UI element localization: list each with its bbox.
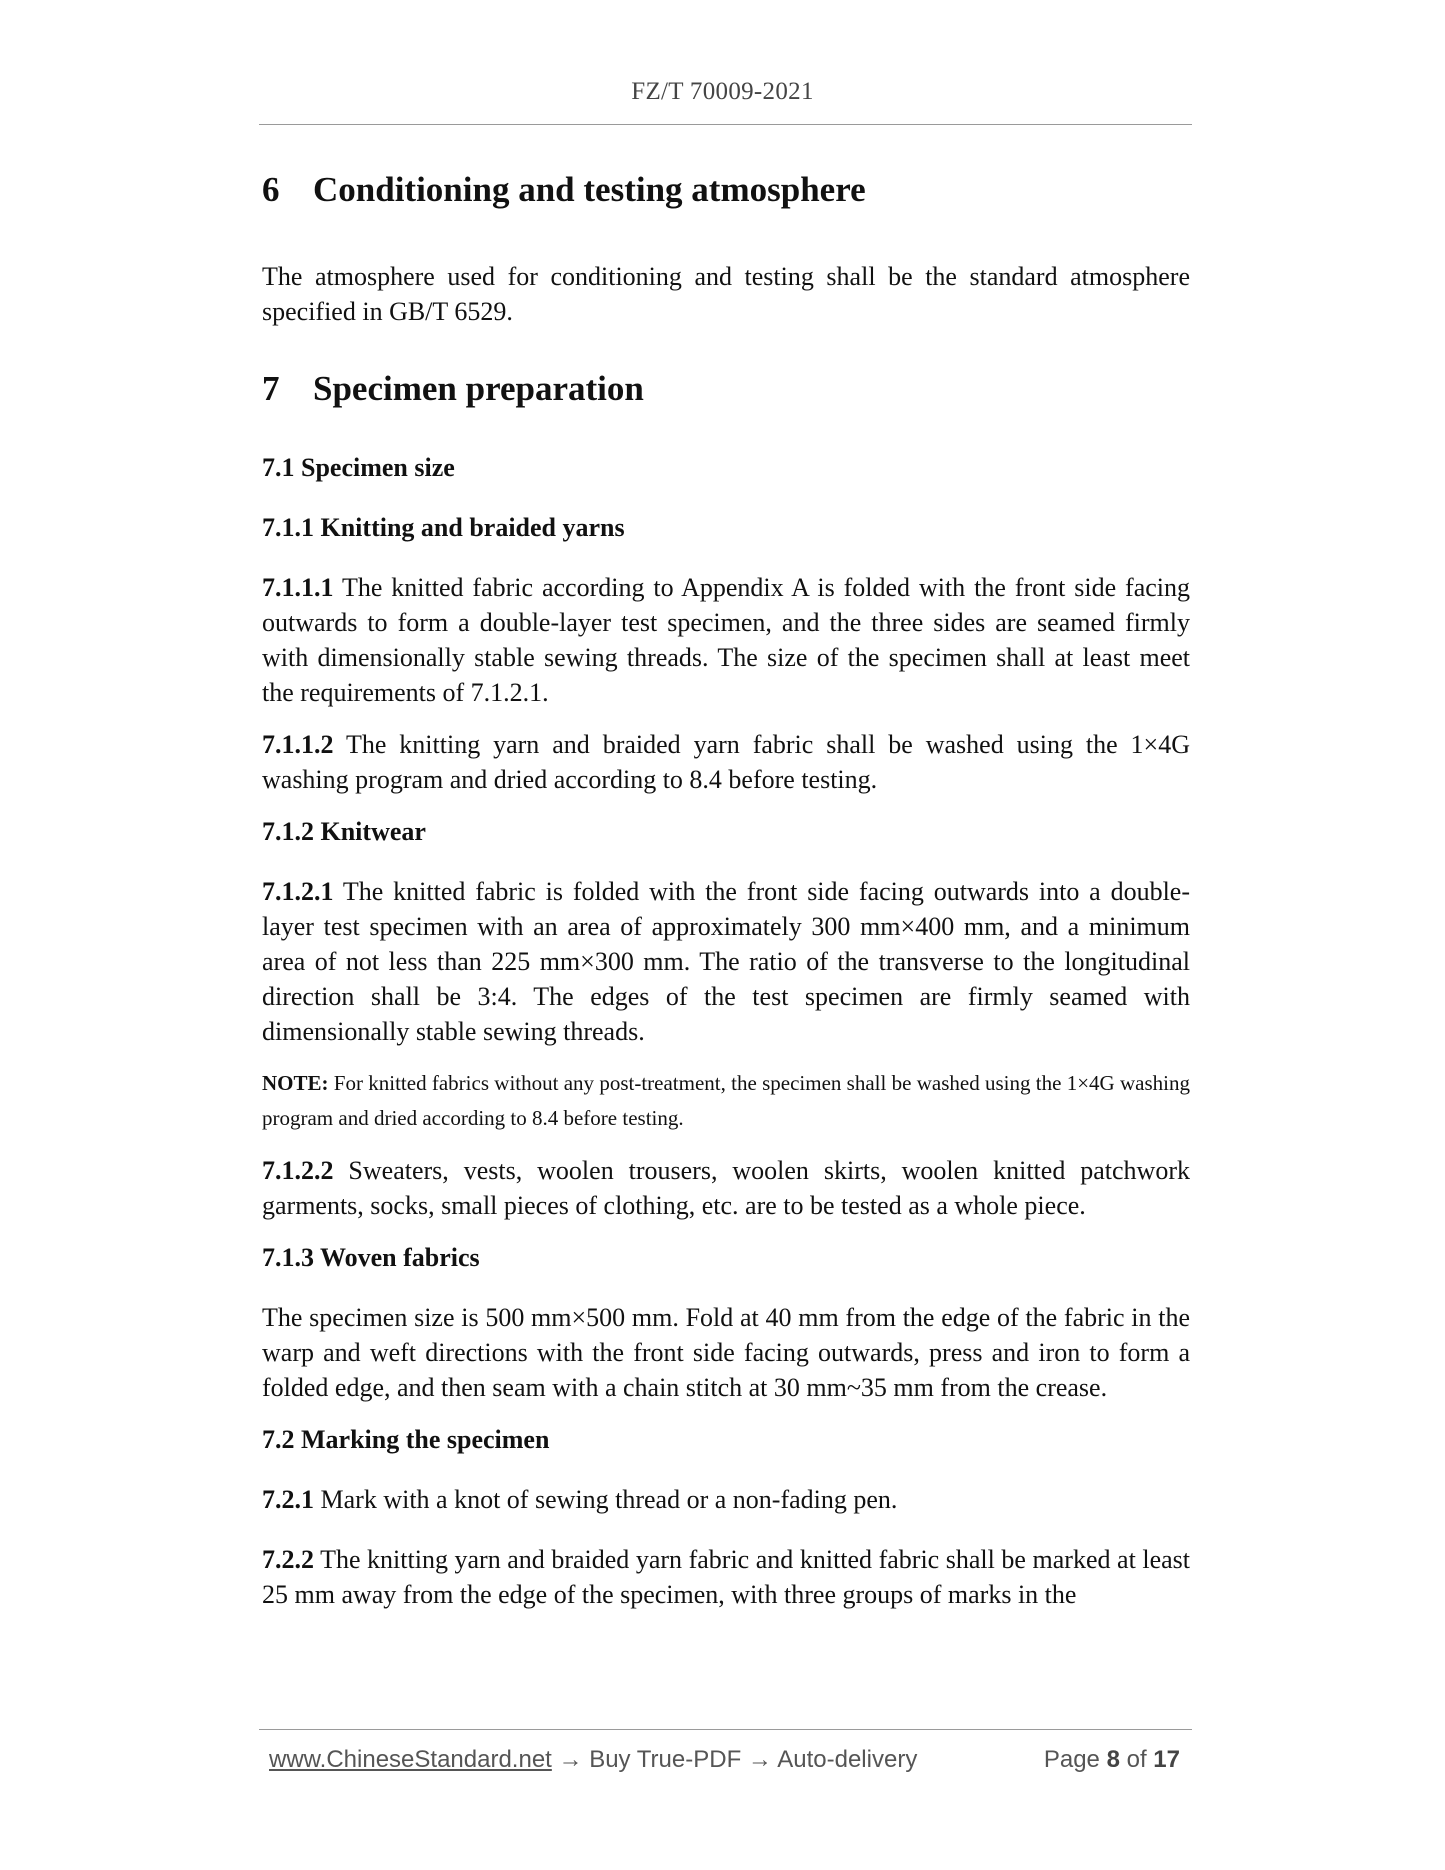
page-footer: [269, 1746, 1184, 1786]
section-title: Specimen preparation: [313, 369, 644, 408]
clause-text: The knitting yarn and braided yarn fabric shall be washed using the 1×4G washing program and dried according to 8.4 before testing.: [262, 730, 1190, 794]
auto-delivery-text: Auto-delivery: [777, 1746, 918, 1773]
clause-number: 7.2.2: [262, 1545, 314, 1574]
current-page-number: 8: [1106, 1746, 1120, 1773]
page-word: Page: [1043, 1746, 1100, 1773]
arrow-right-icon: →: [747, 1746, 772, 1773]
arrow-right-icon: →: [558, 1746, 583, 1773]
clause-7-2-2: [262, 1542, 1190, 1612]
subsection-7-2-heading: 7.2 Marking the specimen: [262, 1425, 550, 1454]
section-number: 7: [262, 369, 280, 408]
clause-7-1-3-paragraph: The specimen size is 500 mm×500 mm. Fold at 40 mm from the edge of the fabric in the warp and weft directions with the front side facing outwards, press and iron to form a folded edge, and then seam with a chain stitch at 30 mm~35 mm from the crease.: [262, 1303, 1190, 1402]
clause-7-2-1: [262, 1482, 1190, 1517]
clause-number: 7.1.1.1: [262, 573, 334, 602]
clause-text: Sweaters, vests, woolen trousers, woolen skirts, woolen knitted patchwork garments, socks, small pieces of clothing, etc. are to be tested as a whole piece.: [262, 1156, 1190, 1220]
clause-number: 7.1.2.2: [262, 1156, 334, 1185]
clause-number: 7.1.2.1: [262, 877, 334, 906]
clause-text: The knitted fabric according to Appendix A is folded with the front side facing outwards to form a double-layer test specimen, and the three sides are seamed firmly with dimensionally stable sewing threads. The size of the specimen shall at least meet the requirements of 7.1.2.1.: [262, 573, 1190, 707]
of-word: of: [1126, 1746, 1147, 1773]
page-indicator: [1044, 1746, 1180, 1774]
clause-7-1-2-1: [262, 874, 1190, 1049]
subsection-7-1-3-heading: 7.1.3 Woven fabrics: [262, 1243, 480, 1272]
footer-links: [269, 1746, 917, 1774]
site-link[interactable]: www.ChineseStandard.net: [269, 1746, 552, 1773]
clause-7-1-1-2: [262, 727, 1190, 797]
clause-7-1-1-1: [262, 570, 1190, 710]
buy-true-pdf-link[interactable]: Buy True-PDF: [589, 1746, 742, 1773]
clause-7-1-2-2: [262, 1153, 1190, 1223]
section-6-heading: [262, 168, 1190, 212]
subsection-7-1-2-heading: 7.1.2 Knitwear: [262, 817, 426, 846]
page-content: [262, 168, 1190, 1612]
footer-divider: [259, 1729, 1192, 1730]
note-text: For knitted fabrics without any post-treatment, the specimen shall be washed using the 1×4G washing program and dried according to 8.4 before testing.: [262, 1071, 1190, 1130]
note-label: NOTE:: [262, 1071, 329, 1095]
clause-number: 7.2.1: [262, 1485, 314, 1514]
clause-text: The knitting yarn and braided yarn fabric and knitted fabric shall be marked at least 25 mm away from the edge of the specimen, with three groups of marks in the: [262, 1545, 1190, 1609]
header-divider: [259, 124, 1192, 125]
clause-text: Mark with a knot of sewing thread or a non-fading pen.: [314, 1485, 898, 1514]
section-6-paragraph: The atmosphere used for conditioning and testing shall be the standard atmosphere specified in GB/T 6529.: [262, 262, 1190, 326]
subsection-7-1-heading: 7.1 Specimen size: [262, 453, 455, 482]
clause-number: 7.1.1.2: [262, 730, 334, 759]
clause-text: The knitted fabric is folded with the front side facing outwards into a double-layer test specimen with an area of approximately 300 mm×400 mm, and a minimum area of not less than 225 mm×300 mm. The ratio of the transverse to the longitudinal direction shall be 3:4. The edges of the test specimen are firmly seamed with dimensionally stable sewing threads.: [262, 877, 1190, 1046]
subsection-7-1-1-heading: 7.1.1 Knitting and braided yarns: [262, 513, 625, 542]
section-number: 6: [262, 170, 280, 209]
section-7-heading: [262, 367, 1190, 411]
note-paragraph: [262, 1066, 1190, 1136]
section-title: Conditioning and testing atmosphere: [313, 170, 866, 209]
total-pages-number: 17: [1153, 1746, 1180, 1773]
document-code-header: FZ/T 70009-2021: [631, 78, 814, 105]
